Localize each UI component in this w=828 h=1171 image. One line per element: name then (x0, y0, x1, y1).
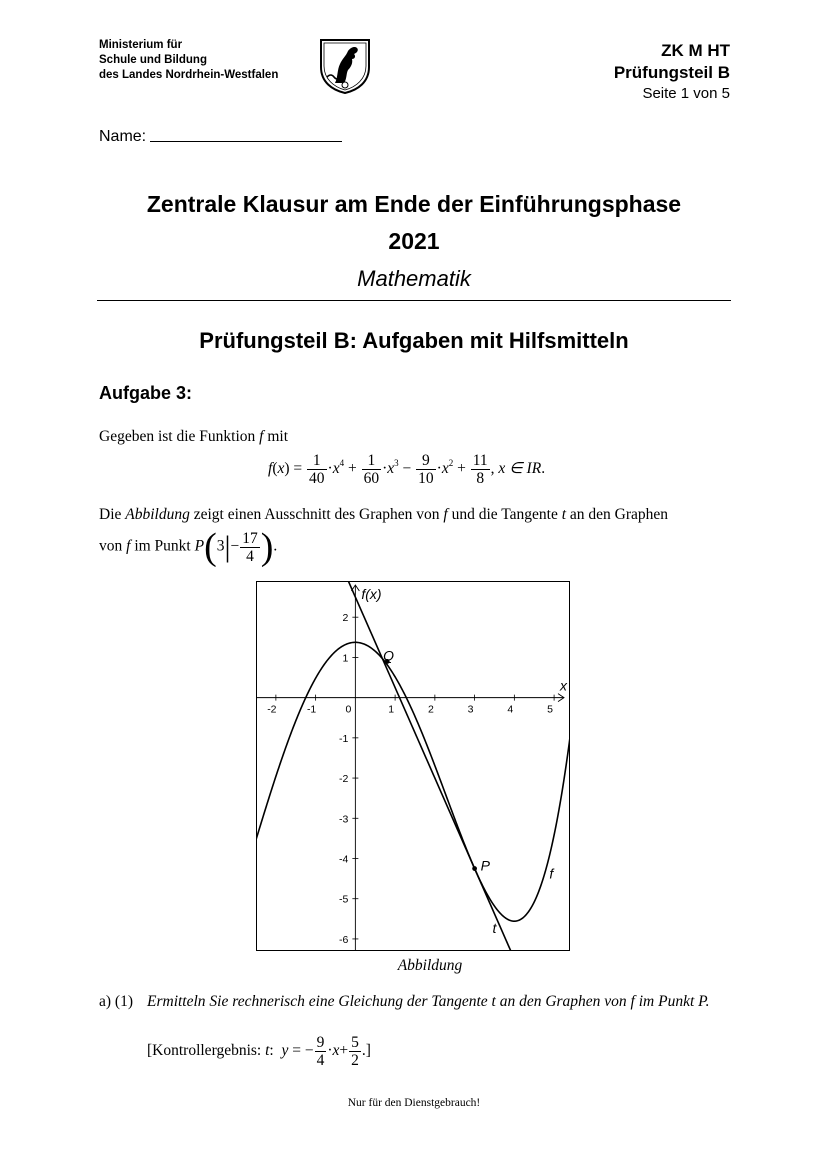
function-graph (256, 581, 570, 951)
page-indicator: Seite 1 von 5 (642, 85, 730, 102)
state-crest-icon (318, 37, 372, 95)
x-tick-label: 0 (345, 703, 352, 716)
x-tick-label: 5 (547, 703, 554, 716)
x-tick-label: 1 (388, 703, 395, 716)
y-tick-label: -3 (339, 813, 349, 826)
coefficient-fraction: $\frac{9}{10}$ (418, 452, 434, 487)
description-line2: von f im Punkt P(3|− $\frac{17}{4}$ ). (99, 526, 278, 568)
y-tick-label: 1 (342, 652, 349, 665)
y-tick-label: -4 (339, 853, 349, 866)
point-p-label: P (480, 857, 490, 874)
ministry-name (99, 38, 278, 83)
intro-text: Gegeben ist die Funktion f mit (99, 428, 289, 445)
point-q-label: Q (383, 647, 395, 664)
task-heading: Aufgabe 3: (99, 383, 193, 403)
y-tick-label: -6 (339, 933, 349, 946)
function-curve (256, 642, 570, 921)
function-formula: f(x) = $\frac{1}{40}$ $\cdot x^4$ + $\frac{1}{60}$ $\cdot x^3$ − $\frac{9}{10}$ $\cdot x^2$ + $\frac{11}{8}$ , x ∈ IR. (268, 452, 546, 487)
x-tick-label: 2 (427, 703, 434, 716)
exam-title-line2: 2021 (388, 228, 440, 254)
figure-caption: Abbildung (397, 957, 463, 974)
exam-subject: Mathematik (357, 266, 471, 291)
ministry-line: Schule und Bildung (99, 54, 207, 66)
curve-label: f (549, 865, 554, 882)
constant-fraction: $\frac{11}{8}$ (472, 452, 488, 487)
coefficient-fraction: $\frac{1}{40}$ (309, 452, 325, 487)
exam-part: Prüfungsteil B (613, 63, 730, 82)
task-text: Ermitteln Sie rechnerisch eine Gleichung der Tangente t an den Graphen von f im Punkt P. (147, 993, 710, 1010)
name-blank-line (150, 127, 342, 142)
task-label: a) (1) (99, 993, 133, 1010)
footer-note: Nur für den Dienstgebrauch! (347, 1097, 481, 1109)
y-tick-label: -5 (339, 893, 349, 906)
x-tick-label: 4 (507, 703, 514, 716)
exam-code: ZK M HT (661, 41, 730, 60)
ministry-line: des Landes Nordrhein-Westfalen (99, 69, 279, 81)
ministry-line: Ministerium für (99, 39, 183, 51)
x-axis-label: x (560, 677, 567, 694)
y-tick-label: -2 (339, 773, 349, 786)
y-tick-label: 2 (342, 612, 349, 625)
control-result: [Kontrollergebnis: t: y = − $\frac{9}{4}$ ·x+ $\frac{5}{2}$ .] (147, 1034, 371, 1069)
x-tick-label: -1 (306, 703, 317, 716)
tangent-label: t (492, 919, 497, 936)
graph-frame (257, 582, 570, 951)
y-tick-label: -1 (339, 732, 349, 745)
x-tick-label: -2 (267, 703, 277, 716)
y-axis-label: f(x) (361, 586, 382, 602)
part-title: Prüfungsteil B: Aufgaben mit Hilfsmitteln (199, 328, 629, 353)
divider (97, 300, 731, 301)
exam-title-line1: Zentrale Klausur am Ende der Einführungsphase (146, 191, 682, 217)
point-p (472, 866, 477, 871)
description-line1: Die Abbildung zeigt einen Ausschnitt des Graphen von f und die Tangente t an den Graphen (99, 506, 669, 523)
name-label: Name: (99, 128, 147, 145)
name-field (99, 127, 342, 146)
x-tick-label: 3 (467, 703, 474, 716)
coefficient-fraction: $\frac{1}{60}$ (363, 452, 380, 487)
document-header (614, 40, 730, 104)
